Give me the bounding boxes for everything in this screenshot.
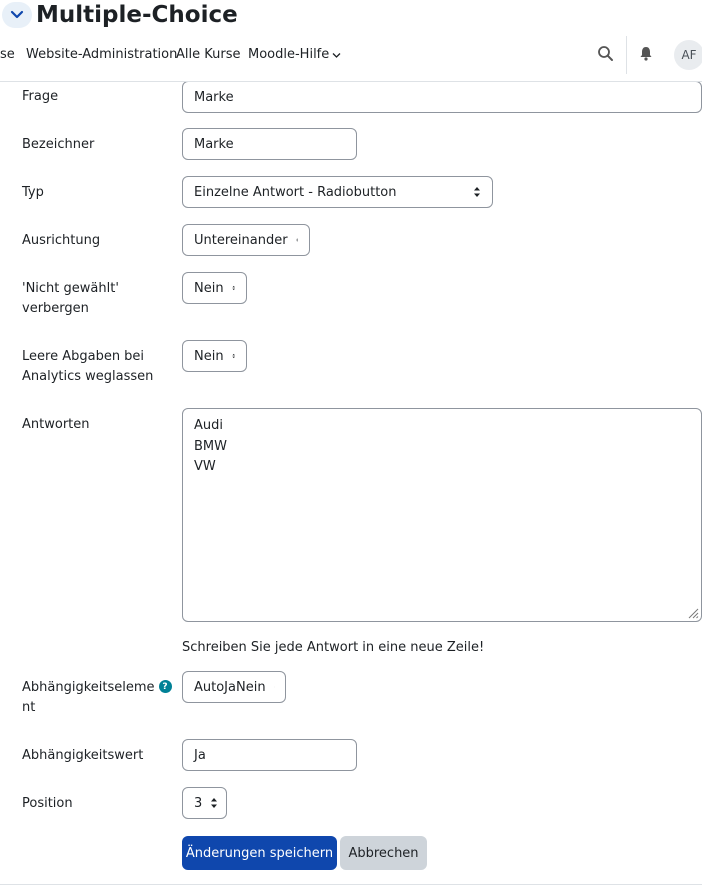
select-arrows-icon <box>232 350 235 362</box>
label-leere-abgaben-line1: Leere Abgaben bei <box>22 349 145 364</box>
label-bezeichner: Bezeichner <box>22 137 95 152</box>
nav-help-dropdown[interactable] <box>248 46 341 64</box>
leere-abgaben-select-value: Nein <box>194 348 224 364</box>
abhaengigkeitselement-select-value: AutoJaNein <box>194 679 266 695</box>
antwort-line: BMW <box>194 438 227 454</box>
help-icon[interactable]: ? <box>159 680 172 693</box>
antwort-line: Audi <box>194 418 223 433</box>
bezeichner-input[interactable]: Marke <box>182 128 357 160</box>
avatar[interactable]: AF <box>674 40 702 70</box>
label-abhaengigkeitselement <box>22 678 172 718</box>
typ-select[interactable] <box>182 176 493 208</box>
header <box>0 0 702 82</box>
antworten-textarea[interactable] <box>182 408 702 622</box>
nav-link-all-courses[interactable]: Alle Kurse <box>176 47 241 62</box>
select-arrows-icon <box>473 186 481 198</box>
label-antworten: Antworten <box>22 417 90 432</box>
label-nicht-gewaehlt-line1: 'Nicht gewählt' <box>22 281 119 296</box>
bell-icon[interactable] <box>639 46 653 61</box>
antworten-hint: Schreiben Sie jede Antwort in eine neue Zeile! <box>182 640 485 655</box>
nav-help-label: Moodle-Hilfe <box>248 47 330 62</box>
leere-abgaben-select[interactable] <box>182 340 247 372</box>
resize-handle-icon[interactable] <box>687 607 699 619</box>
chevron-down-icon <box>10 10 24 20</box>
ausrichtung-select-value: Untereinander <box>194 232 288 248</box>
label-abhaengigkeitselement-line1 <box>22 678 172 698</box>
abhaengigkeitselement-select[interactable] <box>182 671 286 703</box>
label-frage: Frage <box>22 89 59 104</box>
position-select[interactable] <box>182 787 227 819</box>
page-title: Multiple-Choice <box>36 2 238 28</box>
chevron-down-icon <box>332 52 341 59</box>
nicht-gewaehlt-select[interactable] <box>182 272 247 304</box>
nav-link-courses[interactable]: se <box>0 47 15 62</box>
nav-link-site-admin[interactable]: Website-Administration <box>26 47 178 62</box>
abhaengigkeitswert-input[interactable]: Ja <box>182 739 357 771</box>
save-button[interactable]: Änderungen speichern <box>182 836 337 870</box>
ausrichtung-select[interactable] <box>182 224 310 256</box>
label-nicht-gewaehlt-line2: verbergen <box>22 301 89 316</box>
label-abhaengigkeitselement-text: Abhängigkeitseleme <box>22 680 155 695</box>
label-abhaengigkeitselement-line2: nt <box>22 700 36 715</box>
position-select-value: 3 <box>194 795 203 811</box>
label-leere-abgaben <box>22 347 172 387</box>
typ-select-value: Einzelne Antwort - Radiobutton <box>194 184 397 200</box>
label-nicht-gewaehlt <box>22 279 172 319</box>
select-arrows-icon <box>232 282 235 294</box>
label-ausrichtung: Ausrichtung <box>22 233 101 248</box>
label-leere-abgaben-line2: Analytics weglassen <box>22 369 154 384</box>
collapse-section-button[interactable] <box>2 2 32 28</box>
select-arrows-icon <box>296 234 298 246</box>
nicht-gewaehlt-select-value: Nein <box>194 280 224 296</box>
search-icon[interactable] <box>597 45 614 62</box>
footer-divider <box>0 884 702 885</box>
label-abhaengigkeitswert: Abhängigkeitswert <box>22 748 144 763</box>
label-position: Position <box>22 796 73 811</box>
label-typ: Typ <box>22 185 44 200</box>
cancel-button[interactable]: Abbrechen <box>340 836 427 870</box>
frage-input[interactable]: Marke <box>182 81 702 113</box>
select-arrows-icon <box>210 797 218 809</box>
nav-divider <box>626 36 627 74</box>
antwort-line: VW <box>194 459 216 474</box>
